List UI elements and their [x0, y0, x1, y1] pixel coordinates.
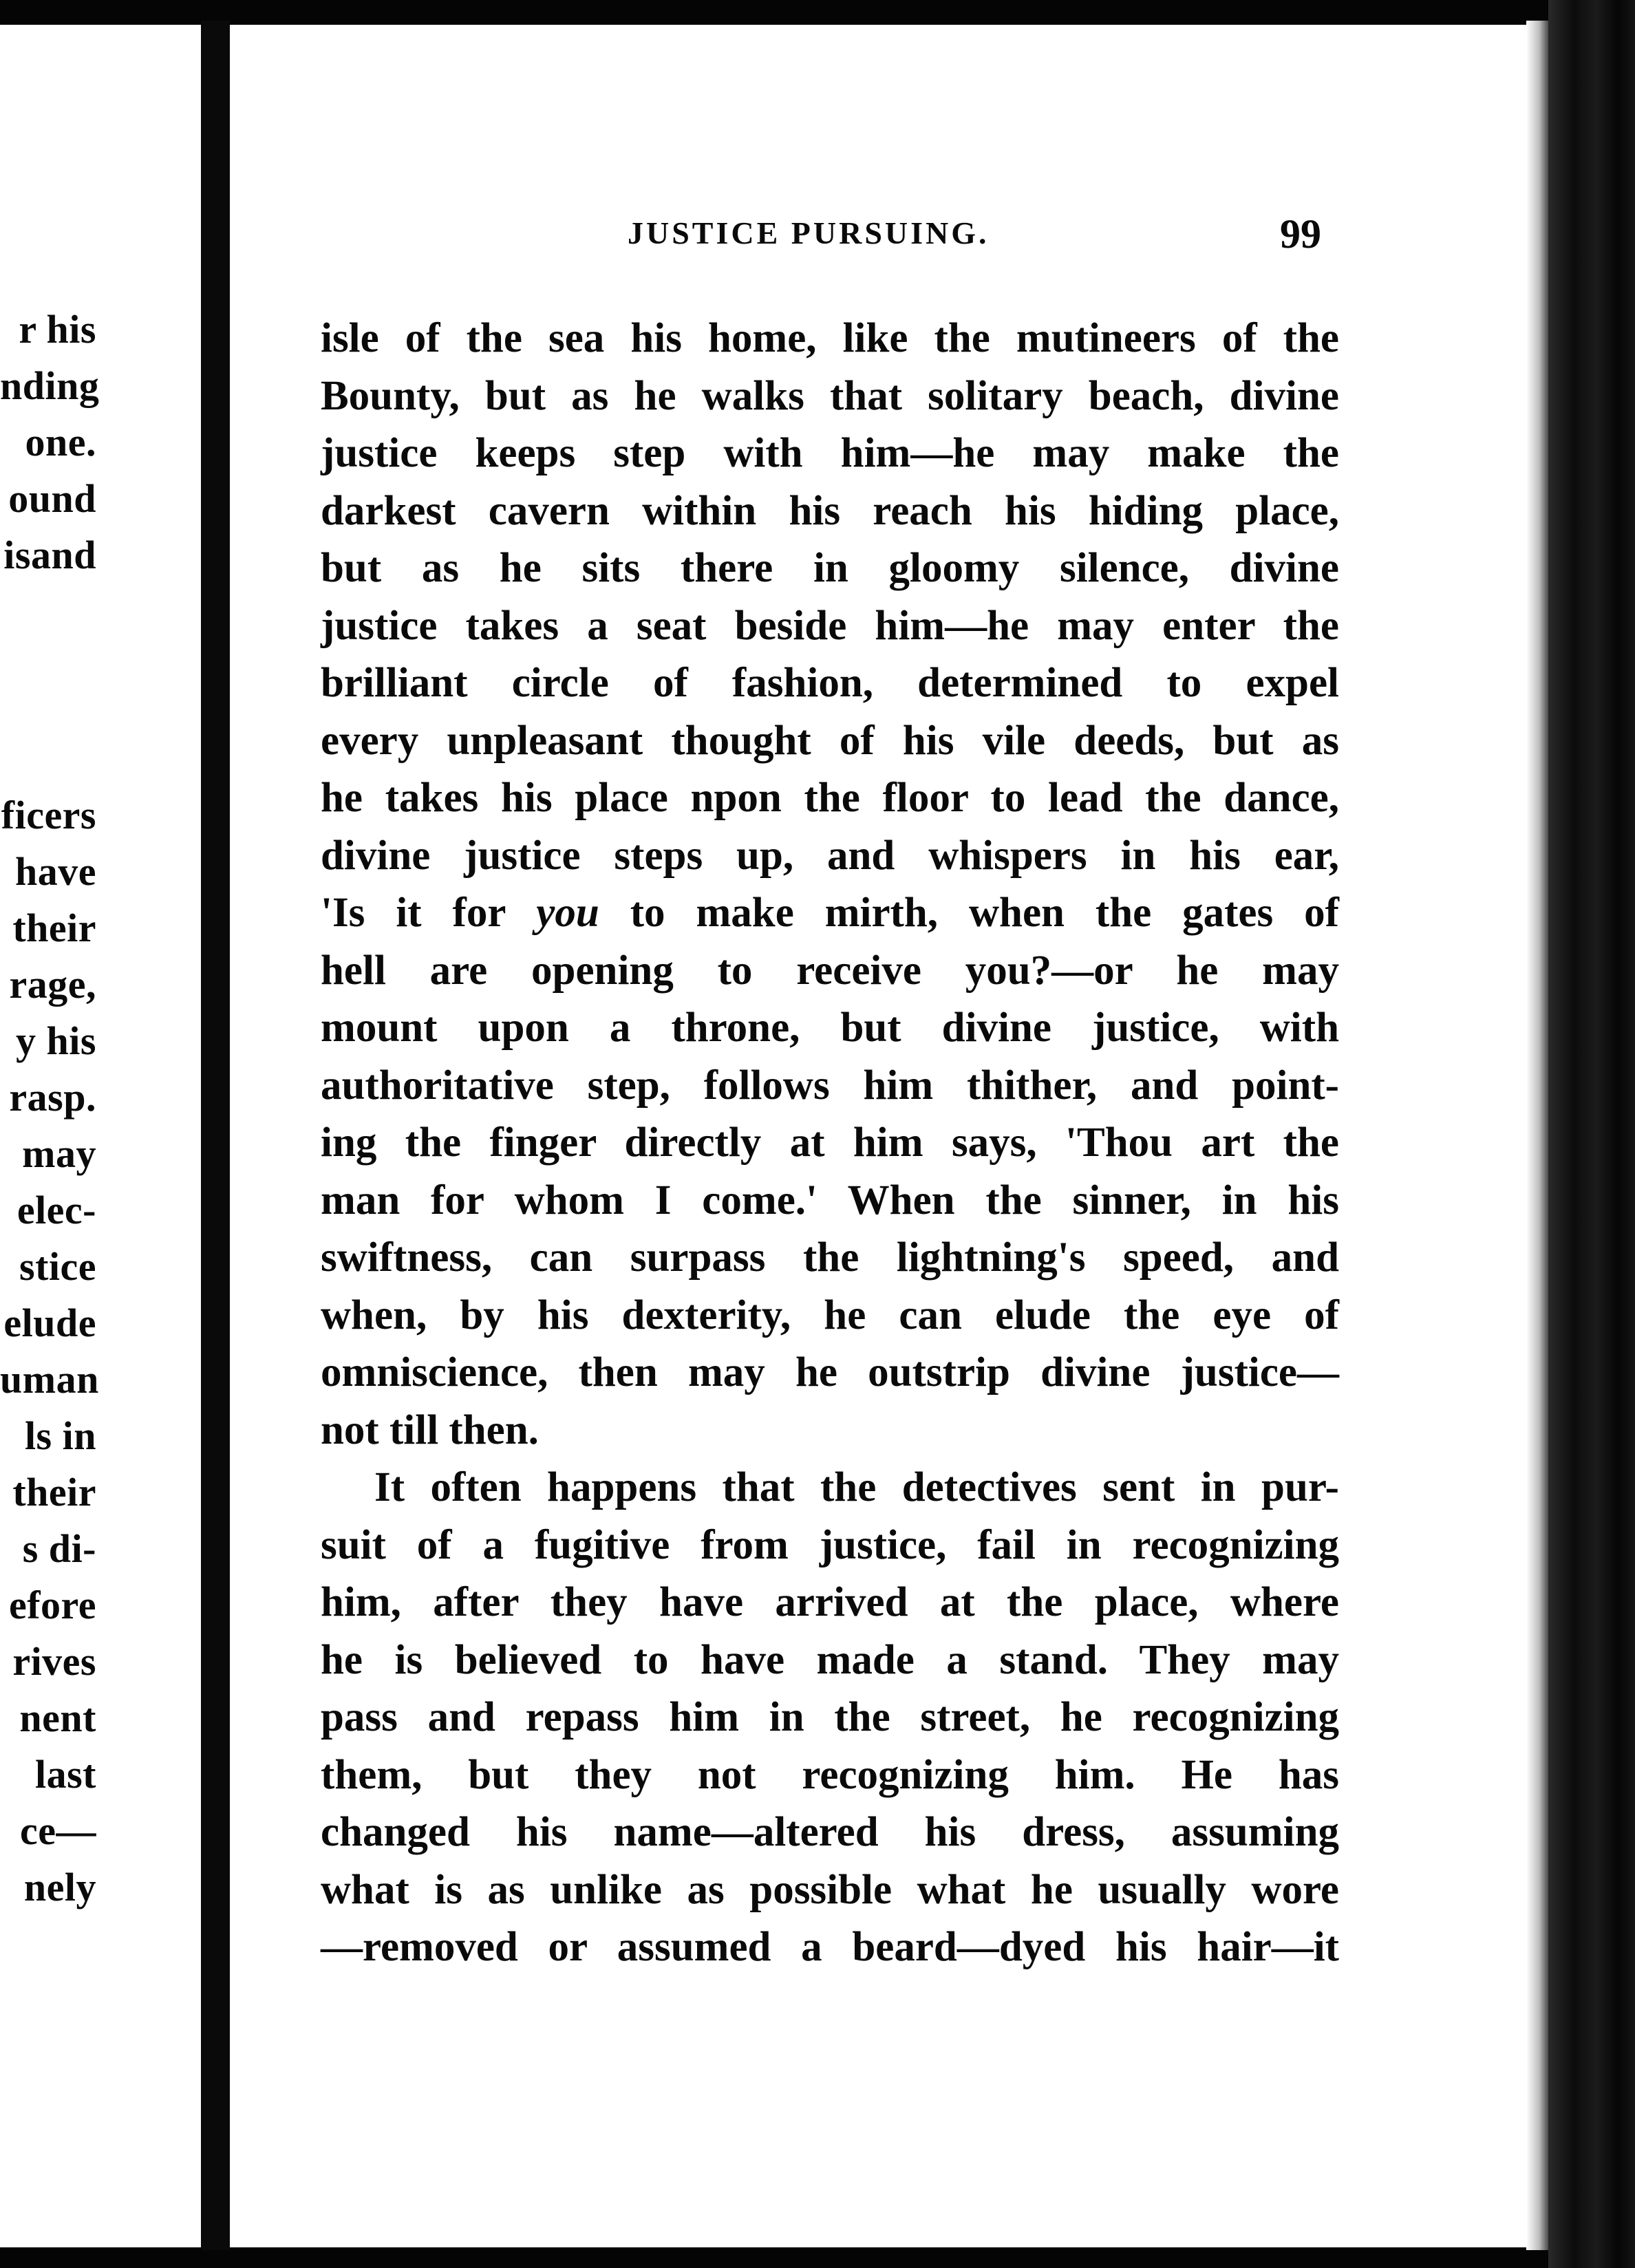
left-page-text-fragment: rasp. [9, 1075, 96, 1120]
text-line: swiftness, can surpass the lightning's speed, and [321, 1234, 1339, 1281]
text-line: changed his name—altered his dress, assuming [321, 1809, 1339, 1855]
paragraph-2 [321, 1459, 1339, 1976]
left-page-text-fragment: elec- [17, 1188, 96, 1232]
left-page-text-fragment: their [12, 906, 96, 950]
left-page-text-fragment: isand [3, 533, 96, 577]
left-facing-page [0, 25, 201, 2247]
text-line: authoritative step, follows him thither, and point- [321, 1062, 1339, 1109]
text-line: divine justice steps up, and whispers in his ear, [321, 832, 1339, 879]
text-line: darkest cavern within his reach his hiding place, [321, 487, 1339, 534]
text-segment: 'Is it for [321, 890, 537, 936]
text-line: suit of a fugitive from justice, fail in recognizing [321, 1521, 1339, 1568]
running-head: JUSTICE PURSUING. [628, 215, 990, 250]
paragraph-1 [321, 310, 1339, 1459]
left-page-text-fragment: r his [19, 307, 96, 352]
text-line: omniscience, then may he outstrip divine justice— [321, 1349, 1339, 1395]
left-page-text-fragment: ce— [20, 1808, 96, 1853]
page-edge-shadow [1526, 21, 1550, 2250]
left-page-text-fragment: rage, [9, 962, 96, 1007]
left-page-text-fragment: their [12, 1470, 96, 1515]
text-line: what is as unlike as possible what he usually wore [321, 1866, 1339, 1913]
text-line: justice keeps step with him—he may make the [321, 430, 1339, 476]
page-number: 99 [1280, 211, 1321, 257]
left-page-text-fragment: nent [19, 1695, 96, 1740]
text-line: him, after they have arrived at the place, where [321, 1579, 1339, 1625]
text-line: when, by his dexterity, he can elude the eye of [321, 1292, 1339, 1338]
text-line: man for whom I come.' When the sinner, in his [321, 1177, 1339, 1223]
text-line: he takes his place npon the floor to lead the dance, [321, 775, 1339, 821]
text-line: every unpleasant thought of his vile deeds, but as [321, 717, 1339, 764]
page-body-text [321, 310, 1339, 1976]
left-page-text-fragment: y his [16, 1018, 96, 1063]
text-line: isle of the sea his home, like the mutineers of the [321, 315, 1339, 361]
left-page-text-fragment: last [35, 1752, 96, 1797]
left-page-text-fragment: ficers [1, 793, 96, 837]
text-line: mount upon a throne, but divine justice, with [321, 1005, 1339, 1051]
text-line: It often happens that the detectives sent in pur- [374, 1464, 1339, 1510]
text-line: not till then. [321, 1406, 539, 1453]
text-line-with-italic [321, 884, 1339, 942]
text-line: ing the finger directly at him says, 'Thou art the [321, 1120, 1339, 1166]
left-page-text-fragment: stice [19, 1244, 96, 1289]
left-page-text-fragment: uman [0, 1357, 99, 1402]
text-line: brilliant circle of fashion, determined to expel [321, 660, 1339, 706]
left-page-text-fragment: one. [25, 420, 96, 464]
text-segment: to make mirth, when the gates of [599, 890, 1339, 936]
left-page-text-fragment: efore [9, 1583, 96, 1627]
left-page-text-fragment: ound [8, 476, 96, 521]
left-page-text-fragment: s di- [22, 1526, 96, 1571]
text-line: —removed or assumed a beard—dyed his hair—it [321, 1924, 1339, 1970]
left-page-text-fragment: nely [23, 1865, 96, 1909]
text-line: Bounty, but as he walks that solitary beach, divine [321, 372, 1339, 419]
text-line: them, but they not recognizing him. He has [321, 1751, 1339, 1798]
left-page-text-fragment: may [22, 1131, 96, 1176]
left-page-text-fragment: have [15, 849, 96, 894]
left-page-text-fragment: nding [0, 363, 100, 408]
text-line: hell are opening to receive you?—or he may [321, 947, 1339, 994]
left-page-text-fragment: rives [12, 1639, 96, 1684]
left-page-text-fragment: elude [3, 1301, 96, 1345]
text-line: but as he sits there in gloomy silence, divine [321, 545, 1339, 591]
text-line: justice takes a seat beside him—he may enter the [321, 602, 1339, 649]
book-gutter [201, 21, 230, 2250]
text-line: he is believed to have made a stand. They may [321, 1636, 1339, 1683]
italic-word: you [536, 890, 599, 936]
scan-bottom-border [0, 2247, 1635, 2268]
left-page-text-fragment: ls in [24, 1413, 96, 1458]
scan-top-border [0, 0, 1635, 25]
text-line: pass and repass him in the street, he recognizing [321, 1694, 1339, 1740]
book-fore-edge [1548, 0, 1635, 2268]
